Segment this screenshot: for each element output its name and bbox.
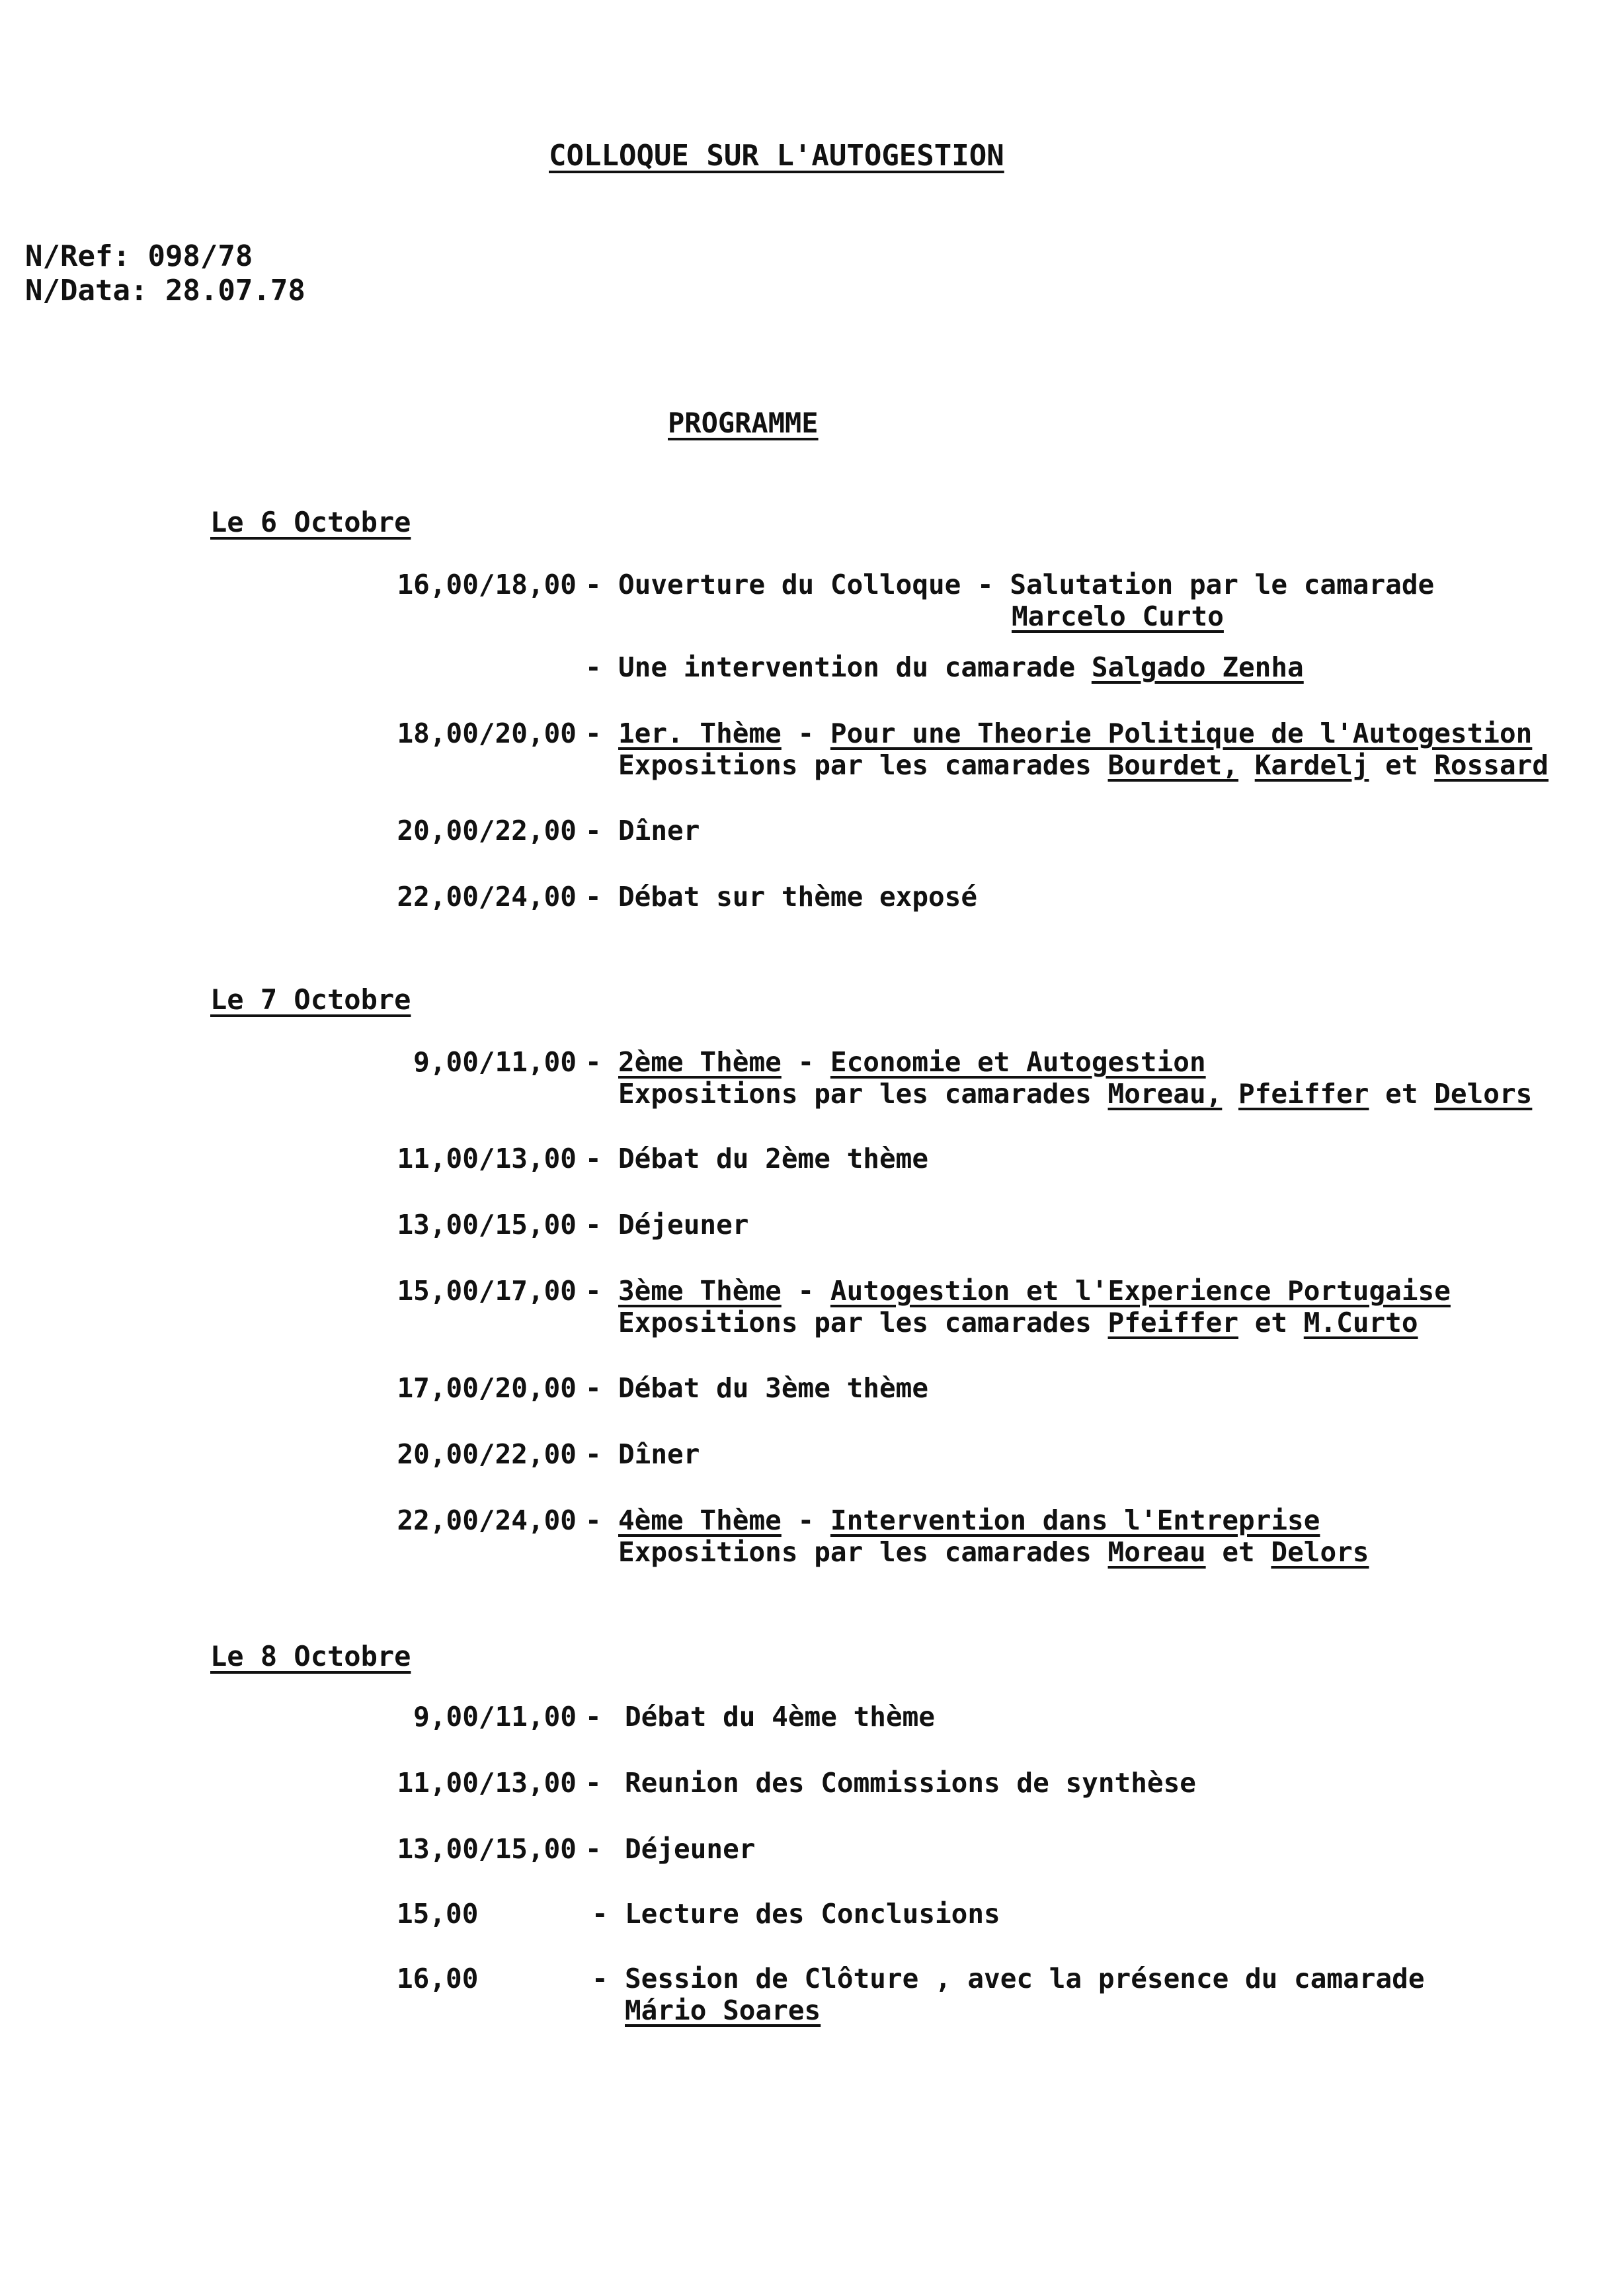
dash: - — [585, 1701, 602, 1733]
schedule-time: 17,00/20,00 — [397, 1372, 577, 1404]
speaker-name: Pfeiffer — [1107, 1307, 1239, 1338]
schedule-text — [618, 651, 1304, 683]
dash: - — [585, 1143, 602, 1174]
dash: - — [585, 1275, 602, 1307]
theme-label: 4ème Thème — [618, 1504, 782, 1536]
expositions-text: Expositions par les camarades — [618, 1536, 1108, 1568]
theme-label: 3ème Thème — [618, 1275, 782, 1307]
expositions-line — [618, 749, 1548, 781]
speaker-name: Bourdet, — [1107, 749, 1239, 781]
ref-label: N/Ref: — [25, 239, 130, 273]
day-heading: Le 8 Octobre — [210, 1640, 411, 1672]
conjunction: et — [1205, 1536, 1271, 1568]
schedule-time: 11,00/13,00 — [397, 1767, 577, 1799]
speaker-name: Marcelo Curto — [1012, 600, 1224, 632]
conjunction: et — [1238, 1307, 1304, 1338]
schedule-time: 20,00/22,00 — [397, 815, 577, 846]
document-title: COLLOQUE SUR L'AUTOGESTION — [549, 139, 1004, 173]
expositions-text: Expositions par les camarades — [618, 1078, 1108, 1110]
schedule-time: 9,00/11,00 — [413, 1701, 577, 1733]
programme-heading: PROGRAMME — [668, 407, 819, 439]
dash: - — [585, 815, 602, 846]
expositions-text: Expositions par les camarades — [618, 749, 1108, 781]
theme-line: 2ème Thème - Economie et Autogestion — [618, 1046, 1206, 1078]
speaker-name: Salgado Zenha — [1091, 651, 1304, 683]
date-value: 28.07.78 — [165, 274, 305, 308]
schedule-time: 13,00/15,00 — [397, 1209, 577, 1241]
schedule-time: 16,00/18,00 — [397, 569, 577, 600]
theme-label: 1er. Thème — [618, 718, 782, 749]
schedule-text: Dîner — [618, 815, 700, 846]
speaker-name: Rossard — [1434, 749, 1549, 781]
day-heading: Le 6 Octobre — [210, 506, 411, 538]
dash: - — [585, 881, 602, 913]
dash: - — [585, 1438, 602, 1470]
expositions-line — [618, 1307, 1418, 1338]
schedule-text: Débat du 4ème thème — [625, 1701, 935, 1733]
speaker-name: Pfeiffer — [1238, 1078, 1369, 1110]
schedule-text: Dîner — [618, 1438, 700, 1470]
theme-title: Economie et Autogestion — [830, 1046, 1206, 1078]
schedule-time: 20,00/22,00 — [397, 1438, 577, 1470]
schedule-time: 15,00 — [397, 1898, 479, 1930]
speaker-name: Kardelj — [1254, 749, 1369, 781]
dash: - — [592, 1898, 608, 1930]
speaker-name: Mário Soares — [625, 1994, 821, 2026]
reference-line — [25, 239, 253, 273]
theme-line: 1er. Thème - Pour une Theorie Politique de l'Autogestion — [618, 718, 1533, 749]
schedule-time: 22,00/24,00 — [397, 1504, 577, 1536]
intervention-text: Une intervention du camarade — [618, 651, 1092, 683]
theme-label: 2ème Thème — [618, 1046, 782, 1078]
date-line — [25, 274, 305, 308]
speaker-name: M.Curto — [1303, 1307, 1418, 1338]
expositions-line — [618, 1078, 1532, 1110]
dash: - — [585, 1046, 602, 1078]
schedule-text: Débat sur thème exposé — [618, 881, 978, 913]
dash: - — [585, 1209, 602, 1241]
schedule-time: 15,00/17,00 — [397, 1275, 577, 1307]
schedule-text: Déjeuner — [618, 1209, 749, 1241]
date-label: N/Data: — [25, 274, 148, 308]
schedule-time: 13,00/15,00 — [397, 1833, 577, 1865]
conjunction: et — [1369, 1078, 1435, 1110]
theme-title: Autogestion et l'Experience Portugaise — [830, 1275, 1451, 1307]
speaker-name: Moreau, — [1107, 1078, 1223, 1110]
schedule-time: 16,00 — [397, 1963, 479, 1994]
schedule-time: 9,00/11,00 — [413, 1046, 577, 1078]
expositions-line — [618, 1536, 1369, 1568]
dash: - — [585, 1372, 602, 1404]
schedule-time: 11,00/13,00 — [397, 1143, 577, 1174]
day-heading: Le 7 Octobre — [210, 983, 411, 1016]
conjunction: et — [1369, 749, 1435, 781]
schedule-text: Session de Clôture , avec la présence du camarade — [625, 1963, 1425, 1994]
theme-line: 4ème Thème - Intervention dans l'Entreprise — [618, 1504, 1320, 1536]
dash: - — [585, 569, 602, 600]
schedule-text: Lecture des Conclusions — [625, 1898, 1000, 1930]
dash: - — [585, 1767, 602, 1799]
schedule-text: Ouverture du Colloque - Salutation par le camarade — [618, 569, 1435, 600]
dash: - — [585, 651, 602, 683]
schedule-text: Déjeuner — [625, 1833, 756, 1865]
schedule-text: Débat du 3ème thème — [618, 1372, 928, 1404]
dash: - — [585, 1833, 602, 1865]
ref-value: 098/78 — [147, 239, 253, 273]
schedule-time: 22,00/24,00 — [397, 881, 577, 913]
schedule-text: Débat du 2ème thème — [618, 1143, 928, 1174]
theme-title: Intervention dans l'Entreprise — [830, 1504, 1320, 1536]
theme-line: 3ème Thème - Autogestion et l'Experience Portugaise — [618, 1275, 1451, 1307]
theme-title: Pour une Theorie Politique de l'Autogestion — [830, 718, 1533, 749]
dash: - — [585, 1504, 602, 1536]
dash: - — [585, 718, 602, 749]
dash: - — [592, 1963, 608, 1994]
speaker-name: Delors — [1434, 1078, 1533, 1110]
expositions-text: Expositions par les camarades — [618, 1307, 1108, 1338]
speaker-name: Moreau — [1107, 1536, 1206, 1568]
speaker-name: Delors — [1271, 1536, 1369, 1568]
schedule-time: 18,00/20,00 — [397, 718, 577, 749]
schedule-text: Reunion des Commissions de synthèse — [625, 1767, 1196, 1799]
